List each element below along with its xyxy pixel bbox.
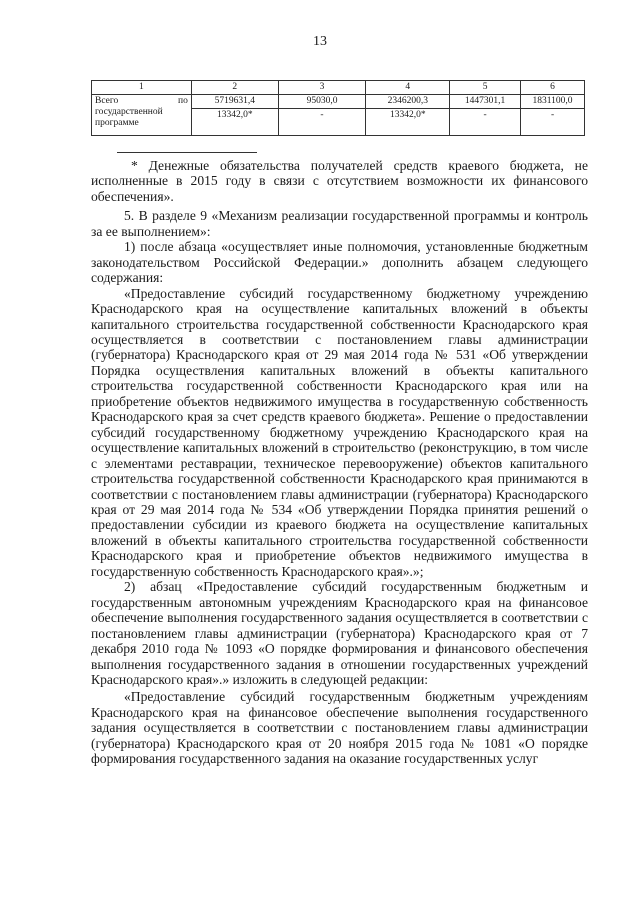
paragraph: «Предоставление субсидий государственному бюджетному учреждению Краснодарского края на осуществление капитальных вложений в объекты капитального строительства государственной собственности Краснодарского края осуществляется в соответствии с постановлением главы администрации (губернатора) Краснодарского края от 29 мая 2014 года № 531 «Об утверждении Порядка осуществления капитальных вложений в объекты капитального строительства государственной собственности Краснодарского края или на приобретение объектов недвижимого имущества в государственную собственность Краснодарского края за счет средств краевого бюджета». Решение о предоставлении субсидий государственному бюджетному учреждению Краснодарского края на осуществление капитальных вложений в строительство (реконструкцию, в том числе с элементами реставрации, техническое перевооружение) объектов капитального строительства государственной собственности Краснодарского края принимаются в соответствии с постановлением главы администрации (губернатора) Краснодарского края от 29 мая 2014 года № 534 «Об утверждении Порядка принятия решений о предоставлении субсидии из краевого бюджета на осуществление капитальных вложений в объекты капитального строительства государственной собственности Краснодарского края и приобретение объектов недвижимого имущества в государственную собственность Краснодарского края».»;: [91, 285, 588, 579]
table-row: [92, 95, 585, 109]
footnote: * Денежные обязательства получателей средств краевого бюджета, не исполненные в 2015 году в связи с отсутствием возможности их финансового обеспечения».: [91, 158, 588, 204]
table-cell: -: [521, 109, 585, 136]
table-header-cell: 6: [521, 81, 585, 95]
paragraph: «Предоставление субсидий государственным бюджетным учреждениям Краснодарского края на финансовое обеспечение выполнения государственного задания осуществляется в соответствии с постановлением главы администрации (губернатора) Краснодарского края от 20 ноября 2015 года № 1081 «О порядке формирования государственного задания на оказание государственных услуг: [91, 689, 588, 767]
table-header-cell: 5: [450, 81, 521, 95]
table-cell: 2346200,3: [366, 95, 450, 109]
paragraph: 2) абзац «Предоставление субсидий государственным бюджетным и государственным автономным учреждениям Краснодарского края на финансовое обеспечение выполнения государственного задания осуществляется в соответствии с постановлением главы администрации (губернатора) Краснодарского края от 7 декабря 2010 года № 1093 «О порядке формирования и финансового обеспечения выполнения государственного задания в отношении государственных учреждений Краснодарского края».» изложить в следующей редакции:: [91, 579, 588, 687]
footnote-separator: [117, 152, 257, 153]
paragraph: 5. В разделе 9 «Механизм реализации государственной программы и контроль за ее выполнением»:: [91, 208, 588, 239]
table-cell: 13342,0*: [191, 109, 278, 136]
table-cell: 1831100,0: [521, 95, 585, 109]
table-row-label: Всего по государственной программе: [92, 95, 192, 136]
table-cell: 1447301,1: [450, 95, 521, 109]
table-header-cell: 3: [278, 81, 366, 95]
table-cell: 5719631,4: [191, 95, 278, 109]
table-header-cell: 1: [92, 81, 192, 95]
table-cell: -: [278, 109, 366, 136]
budget-table: [91, 80, 585, 136]
table-header-cell: 4: [366, 81, 450, 95]
page-number: 13: [313, 34, 327, 49]
table-header-cell: 2: [191, 81, 278, 95]
table-cell: 95030,0: [278, 95, 366, 109]
body-text: [91, 158, 588, 767]
table-header-row: [92, 81, 585, 95]
table-cell: -: [450, 109, 521, 136]
table-cell: 13342,0*: [366, 109, 450, 136]
paragraph: 1) после абзаца «осуществляет иные полномочия, установленные бюджетным законодательством Российской Федерации.» дополнить абзацем следующего содержания:: [91, 239, 588, 286]
